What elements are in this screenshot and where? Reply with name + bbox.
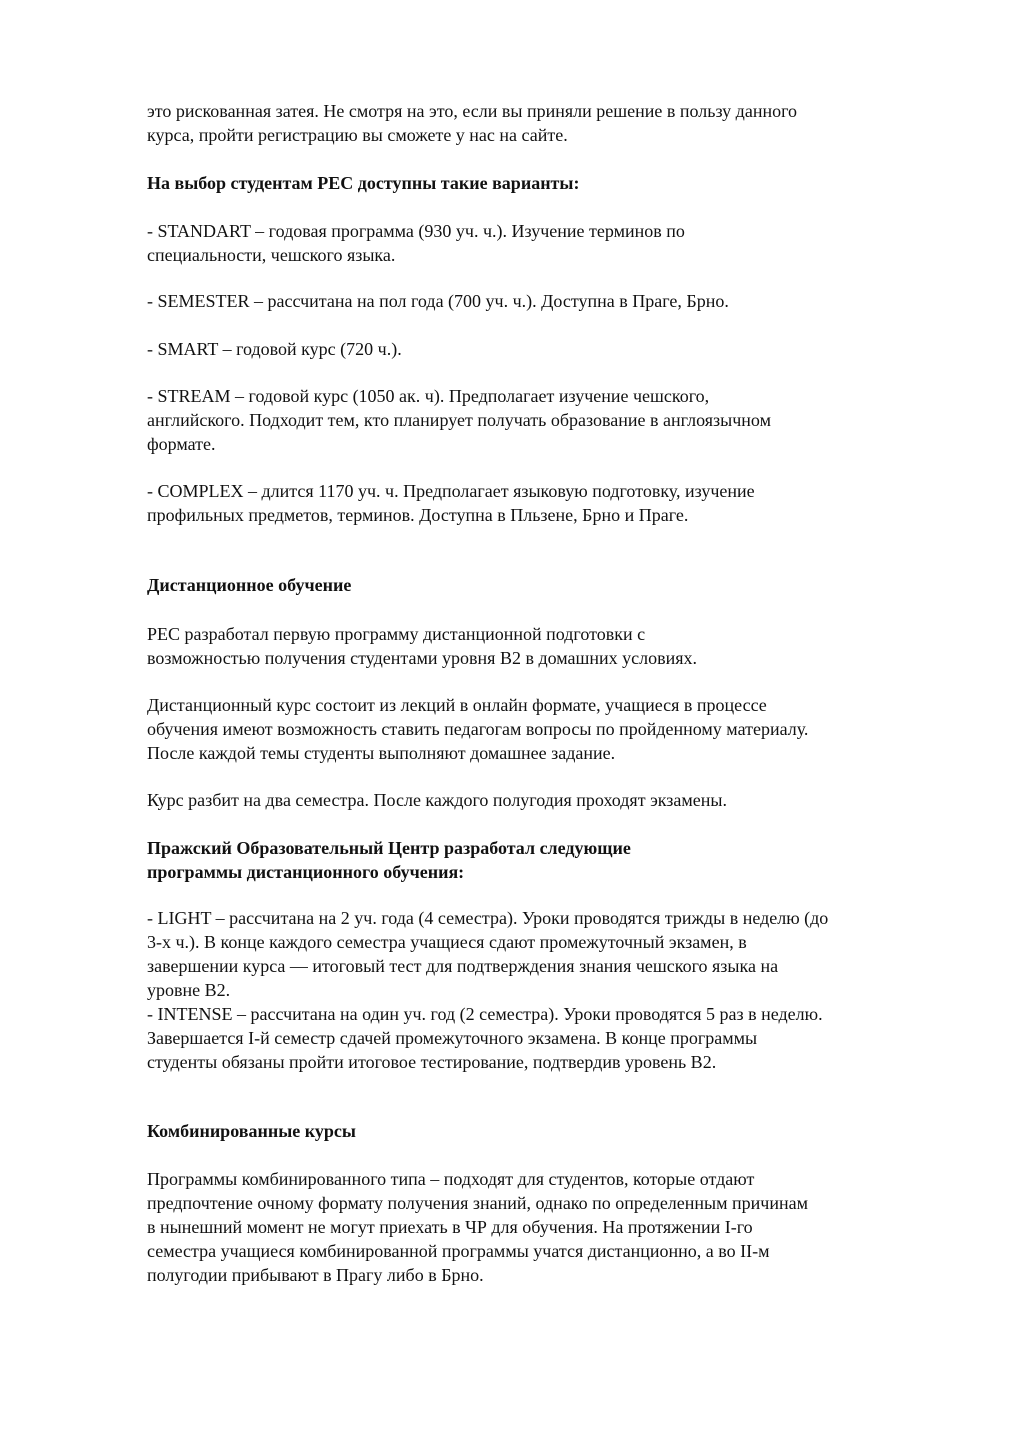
heading-text: Комбинированные курсы bbox=[147, 1121, 356, 1141]
option-semester bbox=[147, 289, 729, 313]
text-line: специальности, чешского языка. bbox=[147, 245, 396, 265]
text-line: 3-х ч.). В конце каждого семестра учащиеся сдают промежуточный экзамен, в bbox=[147, 932, 747, 952]
distance-paragraph-3 bbox=[147, 788, 727, 812]
text-line: PEC разработал первую программу дистанционной подготовки с bbox=[147, 624, 646, 644]
text-line: Завершается I-й семестр сдачей промежуточного экзамена. В конце программы bbox=[147, 1028, 758, 1048]
text-line: студенты обязаны пройти итоговое тестирование, подтвердив уровень B2. bbox=[147, 1052, 717, 1072]
option-standart bbox=[147, 219, 685, 267]
text-line: - STANDART – годовая программа (930 уч. ч.). Изучение терминов по bbox=[147, 221, 685, 241]
text-line: полугодии прибывают в Прагу либо в Брно. bbox=[147, 1265, 484, 1285]
text-line: уровне B2. bbox=[147, 980, 231, 1000]
text-line: - SMART – годовой курс (720 ч.). bbox=[147, 339, 402, 359]
heading-text: Пражский Образовательный Центр разработал следующие bbox=[147, 838, 631, 858]
text-line: После каждой темы студенты выполняют домашнее задание. bbox=[147, 743, 616, 763]
text-line: предпочтение очному формату получения знаний, однако по определенным причинам bbox=[147, 1193, 808, 1213]
text-line: в нынешний момент не могут приехать в ЧР для обучения. На протяжении I-го bbox=[147, 1217, 753, 1237]
intro-paragraph bbox=[147, 99, 797, 147]
text-line: - SEMESTER – рассчитана на пол года (700 уч. ч.). Доступна в Праге, Брно. bbox=[147, 291, 729, 311]
text-line: завершении курса — итоговый тест для подтверждения знания чешского языка на bbox=[147, 956, 779, 976]
option-complex bbox=[147, 479, 755, 527]
combined-heading bbox=[147, 1119, 356, 1143]
text-line: Дистанционный курс состоит из лекций в онлайн формате, учащиеся в процессе bbox=[147, 695, 767, 715]
distance-heading bbox=[147, 573, 351, 597]
heading-text: Дистанционное обучение bbox=[147, 575, 352, 595]
text-line: - LIGHT – рассчитана на 2 уч. года (4 семестра). Уроки проводятся трижды в неделю (до bbox=[147, 908, 829, 928]
text-line: семестра учащиеся комбинированной программы учатся дистанционно, а во II-м bbox=[147, 1241, 770, 1261]
text-line: Программы комбинированного типа – подходят для студентов, которые отдают bbox=[147, 1169, 755, 1189]
option-stream bbox=[147, 384, 771, 456]
text-line: обучения имеют возможность ставить педагогам вопросы по пройденному материалу. bbox=[147, 719, 809, 739]
option-smart bbox=[147, 337, 402, 361]
combined-paragraph bbox=[147, 1167, 808, 1287]
text-line: возможностью получения студентами уровня B2 в домашних условиях. bbox=[147, 648, 698, 668]
distance-paragraph-2 bbox=[147, 693, 808, 765]
text-line: курса, пройти регистрацию вы сможете у нас на сайте. bbox=[147, 125, 568, 145]
text-line: формате. bbox=[147, 434, 216, 454]
text-line: это рискованная затея. Не смотря на это, если вы приняли решение в пользу данного bbox=[147, 101, 798, 121]
text-line: - INTENSE – рассчитана на один уч. год (2 семестра). Уроки проводятся 5 раз в неделю. bbox=[147, 1004, 823, 1024]
options-heading bbox=[147, 171, 579, 195]
heading-text: программы дистанционного обучения: bbox=[147, 862, 465, 882]
text-line: - COMPLEX – длится 1170 уч. ч. Предполагает языковую подготовку, изучение bbox=[147, 481, 755, 501]
text-line: Курс разбит на два семестра. После каждого полугодия проходят экзамены. bbox=[147, 790, 728, 810]
text-line: английского. Подходит тем, кто планирует получать образование в англоязычном bbox=[147, 410, 771, 430]
text-line: - STREAM – годовой курс (1050 ак. ч). Предполагает изучение чешского, bbox=[147, 386, 710, 406]
heading-text: На выбор студентам PEC доступны такие варианты: bbox=[147, 173, 580, 193]
distance-programs-list bbox=[147, 906, 828, 1074]
distance-paragraph-1 bbox=[147, 622, 697, 670]
text-line: профильных предметов, терминов. Доступна в Пльзене, Брно и Праге. bbox=[147, 505, 689, 525]
programs-heading bbox=[147, 836, 631, 884]
